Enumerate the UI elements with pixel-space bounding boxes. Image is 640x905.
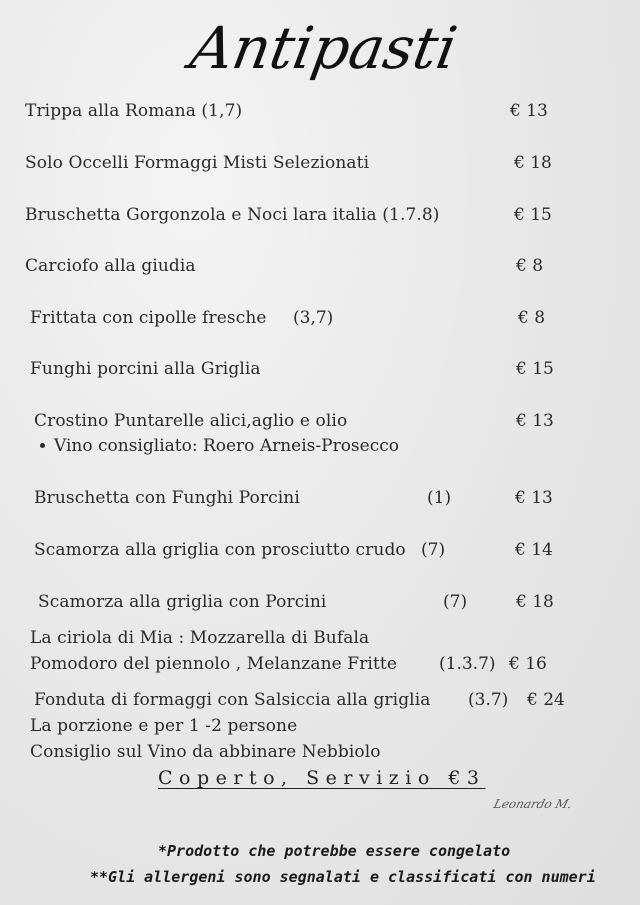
- menu-item-wine: Consiglio sul Vino da abbinare Nebbiolo: [30, 742, 381, 762]
- coperto-servizio: Coperto, Servizio €3: [158, 767, 486, 789]
- menu-item-name: Bruschetta con Funghi Porcini: [34, 488, 300, 508]
- menu-item-allergens: (7): [421, 540, 446, 560]
- menu-item-name: Carciofo alla giudia: [25, 256, 196, 276]
- menu-item-price: € 8: [516, 256, 544, 276]
- menu-item-name: Solo Occelli Formaggi Misti Selezionati: [25, 153, 370, 173]
- menu-item-name: Frittata con cipolle fresche: [30, 308, 267, 328]
- menu-item-allergens: (1.3.7): [439, 654, 496, 674]
- menu-item-price: € 8: [518, 308, 546, 328]
- menu-item-price: € 18: [516, 592, 554, 612]
- note-frozen: *Prodotto che potrebbe essere congelato: [158, 842, 511, 860]
- wine-suggestion: [34, 436, 399, 456]
- menu-item-allergens: (7): [443, 592, 468, 612]
- menu-item-name: Scamorza alla griglia con Porcini: [38, 592, 327, 612]
- menu-item-allergens: (1): [427, 488, 452, 508]
- menu-item-price: € 13: [516, 411, 554, 431]
- menu-item-name-line1: La ciriola di Mia : Mozzarella di Bufala: [30, 628, 370, 648]
- menu-item-name-line2: Pomodoro del piennolo , Melanzane Fritte: [30, 654, 397, 674]
- menu-item-price: € 15: [514, 205, 552, 225]
- note-allergens: **Gli allergeni sono segnalati e classificati con numeri: [90, 868, 596, 886]
- menu-item-name: Funghi porcini alla Griglia: [30, 359, 261, 379]
- wine-suggestion-text: Vino consigliato: Roero Arneis-Prosecco: [54, 436, 399, 456]
- menu-item-name: Crostino Puntarelle alici,aglio e olio: [34, 411, 348, 431]
- menu-title-script: [185, 0, 462, 100]
- menu-item-allergens: (3,7): [293, 308, 334, 328]
- bullet-dot: [40, 443, 45, 448]
- signature: Leonardo M.: [492, 797, 574, 811]
- menu-item-price: € 13: [515, 488, 553, 508]
- menu-item-price: € 14: [515, 540, 553, 560]
- menu-item-name: Fonduta di formaggi con Salsiccia alla griglia: [34, 690, 431, 710]
- menu-item-price: € 15: [516, 359, 554, 379]
- menu-item-price: € 24: [527, 690, 565, 710]
- menu-title-text: Antipasti: [185, 14, 462, 82]
- menu-item-name: Bruschetta Gorgonzola e Noci lara italia (1.7.8): [25, 205, 440, 225]
- menu-item-price: € 18: [514, 153, 552, 173]
- menu-item-name: Trippa alla Romana (1,7): [25, 101, 243, 121]
- menu-item-price: € 13: [510, 101, 548, 121]
- menu-item-name: Scamorza alla griglia con prosciutto crudo: [34, 540, 406, 560]
- menu-item-detail: La porzione e per 1 -2 persone: [30, 716, 298, 736]
- menu-item-allergens: (3.7): [468, 690, 509, 710]
- menu-item-price: € 16: [509, 654, 547, 674]
